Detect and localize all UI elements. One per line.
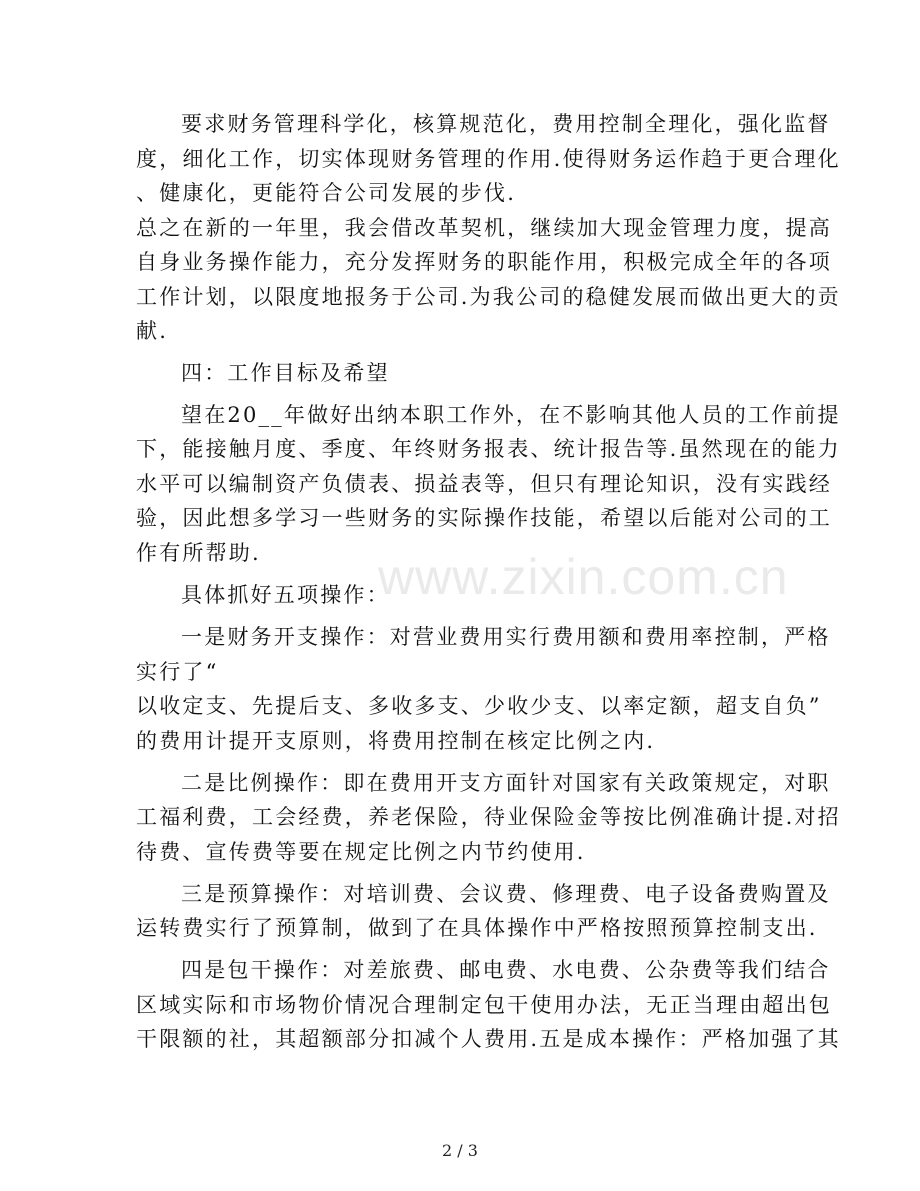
text-line: 工福利费，工会经费，养老保险，待业保险金等按比例准确计提.对招 [136, 805, 841, 829]
text-line: 自身业务操作能力，充分发挥财务的职能作用，积极完成全年的各项 [136, 250, 832, 274]
text-line: 运转费实行了预算制，做到了在具体操作中严格按照预算控制支出. [136, 916, 818, 940]
text-line: 验，因此想多学习一些财务的实际操作技能，希望以后能对公司的工 [136, 506, 832, 530]
text-line: 三是预算操作：对培训费、会议费、修理费、电子设备费购置及 [181, 882, 831, 906]
text-line: 一是财务开支操作：对营业费用实行费用额和费用率控制，严格 [181, 625, 831, 649]
text-line: 二是比例操作：即在费用开支方面针对国家有关政策规定，对职 [181, 771, 831, 795]
text-line: 工作计划，以限度地报务于公司.为我公司的稳健发展而做出更大的贡 [136, 285, 841, 309]
text-line: 水平可以编制资产负债表、损益表等，但只有理论知识，没有实践经 [136, 472, 832, 496]
text-line: 具体抓好五项操作： [181, 583, 390, 607]
text-line: 四是包干操作：对差旅费、邮电费、水电费、公杂费等我们结合 [181, 958, 831, 982]
text-line: 下，能接触月度、季度、年终财务报表、统计报告等.虽然现在的能力 [136, 437, 841, 461]
text-line: 区域实际和市场物价情况合理制定包干使用办法，无正当理由超出包 [136, 993, 832, 1017]
text-line: 要求财务管理科学化，核算规范化，费用控制全理化，强化监督 [181, 112, 831, 136]
text-line: 、健康化，更能符合公司发展的步伐. [136, 181, 517, 205]
text-line: 实行了“ [136, 660, 219, 684]
page-number: 2 / 3 [442, 1141, 478, 1160]
text-line: 度，细化工作，切实体现财务管理的作用.使得财务运作趋于更合理化 [136, 147, 841, 171]
text-line: 干限额的社，其超额部分扣减个人费用.五是成本操作：严格加强了其 [136, 1027, 841, 1051]
text-line: 总之在新的一年里，我会借改革契机，继续加大现金管理力度，提高 [136, 216, 832, 240]
text-line: 作有所帮助. [136, 541, 261, 565]
text-line: 望在20__年做好出纳本职工作外，在不影响其他人员的工作前提 [181, 403, 841, 427]
watermark: www.zixin.com.cn [378, 549, 789, 605]
text-line: 以收定支、先提后支、多收多支、少收少支、以率定额，超支自负” [136, 694, 822, 718]
section-heading: 四：工作目标及希望 [181, 361, 390, 385]
text-line: 的费用计提开支原则，将费用控制在核定比例之内. [136, 729, 656, 753]
text-line: 待费、宣传费等要在规定比例之内节约使用. [136, 840, 586, 864]
text-line: 献. [136, 319, 169, 343]
